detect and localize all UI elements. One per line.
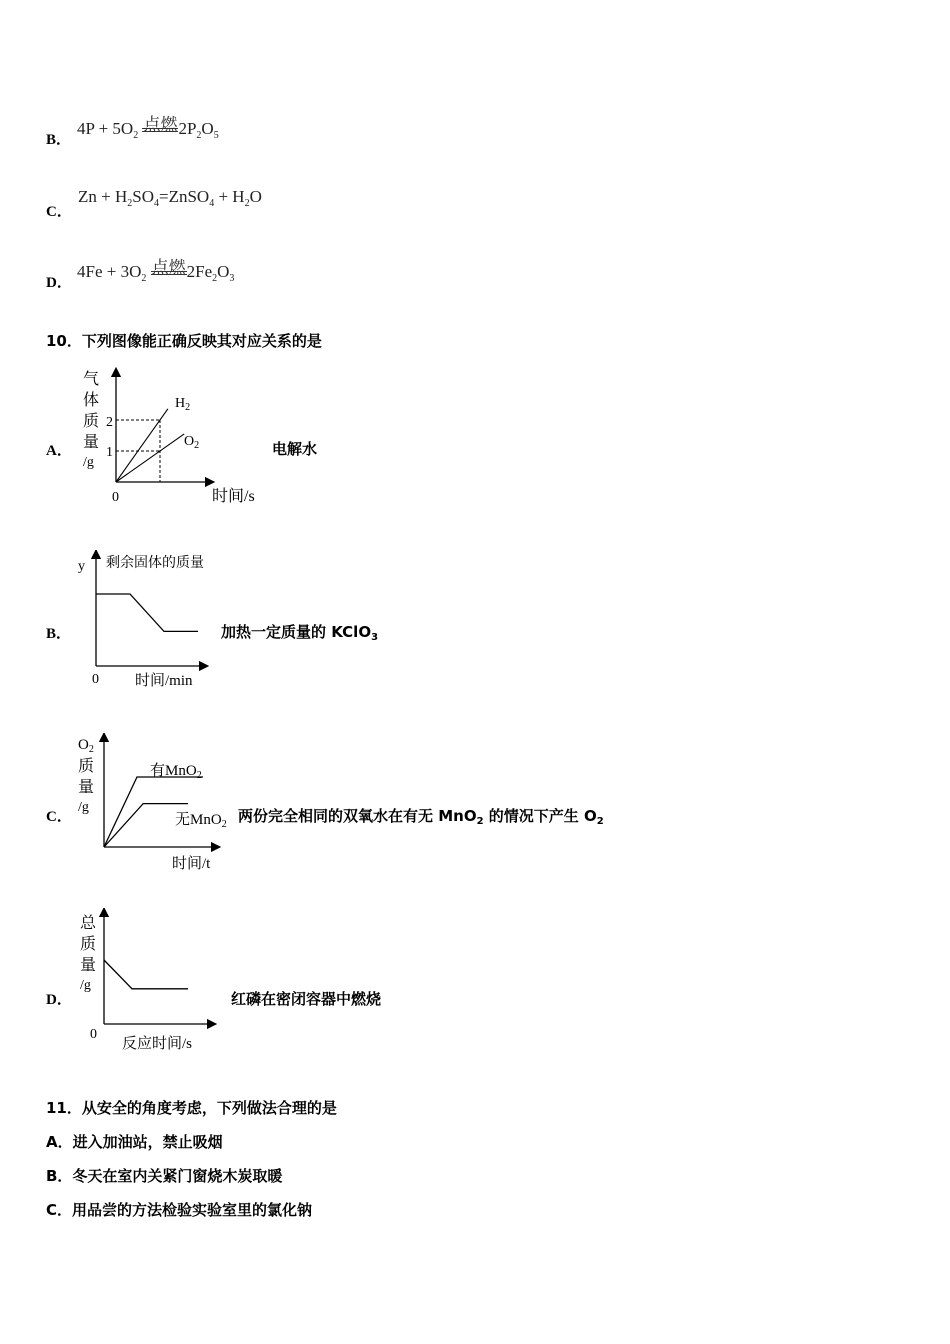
condition-ignite: 点燃 [143,115,178,135]
ylabel-top: $O_2$ [78,737,94,755]
q9-option-c-equation: $Zn + H_2SO_4=ZnSO_4 + H_2O$ [78,187,262,209]
q9-option-d-equation: $4Fe + 3O_2$ 点燃 $2Fe_2O_3$ [77,262,234,284]
q10-option-d-desc: 红磷在密闭容器中燃烧 [231,990,382,1008]
series-solid-mass-line [96,594,198,631]
ylabel-vertical: 气体质量/g [83,371,100,470]
q10-stem: 10．下列图像能正确反映其对应关系的是 [46,332,322,350]
ytick-1: 1 [106,445,113,460]
xlabel: 反应时间/s [122,1036,193,1052]
q11-stem: 11．从安全的角度考虑，下列做法合理的是 [46,1099,337,1117]
xlabel: 时间/min [135,673,193,689]
condition-ignite: 点燃 [151,258,186,278]
q10-option-a-label: A． [46,443,72,459]
legend-o2: $O_2$ [184,434,200,451]
ylabel-vertical: 质量/g [78,758,95,815]
q11-option-b: B．冬天在室内关紧门窗烧木炭取暖 [46,1167,283,1185]
chart-red-phosphorus [74,908,224,1054]
q11-option-a: A．进入加油站，禁止吸烟 [46,1133,223,1151]
origin-label: 0 [92,672,99,687]
q10-option-c-label: C． [46,809,72,825]
origin-label: 0 [112,490,119,505]
q9-option-c-label: C． [46,204,72,220]
q9-option-b-label: B． [46,132,72,148]
chart-mno2 [74,733,244,875]
series-total-mass-line [104,960,188,989]
q10-option-a-desc: 电解水 [272,440,318,458]
chart-title: 剩余固体的质量 [106,556,204,571]
chart-kclo3 [74,550,214,692]
q9-option-d-label: D． [46,275,72,291]
legend-with-mno2: 有MnO$_2$ [150,763,202,781]
q10-option-b-desc: 加热一定质量的 KClO$_3$ [221,623,379,643]
q10-option-d-label: D． [46,992,72,1008]
series-o2-line [116,434,184,482]
chart-electrolysis [74,364,274,510]
legend-without-mno2: 无MnO$_2$ [175,812,227,830]
legend-h2: $H_2$ [175,396,191,413]
ylabel: y [78,559,85,574]
q10-option-c-desc: 两份完全相同的双氧水在有无 MnO$_2$ 的情况下产生 $O_2$ [238,807,604,827]
q10-option-b-label: B． [46,626,72,642]
q11-option-c: C．用品尝的方法检验实验室里的氯化钠 [46,1201,313,1219]
origin-label: 0 [90,1027,97,1042]
xlabel: 时间/t [172,856,211,872]
ytick-2: 2 [106,415,113,430]
xlabel: 时间/s [212,488,255,505]
ylabel-vertical: 总质量/g [80,915,97,993]
q9-option-b-equation: $4P + 5O_2$ 点燃 $2P_2O_5$ [77,119,219,141]
